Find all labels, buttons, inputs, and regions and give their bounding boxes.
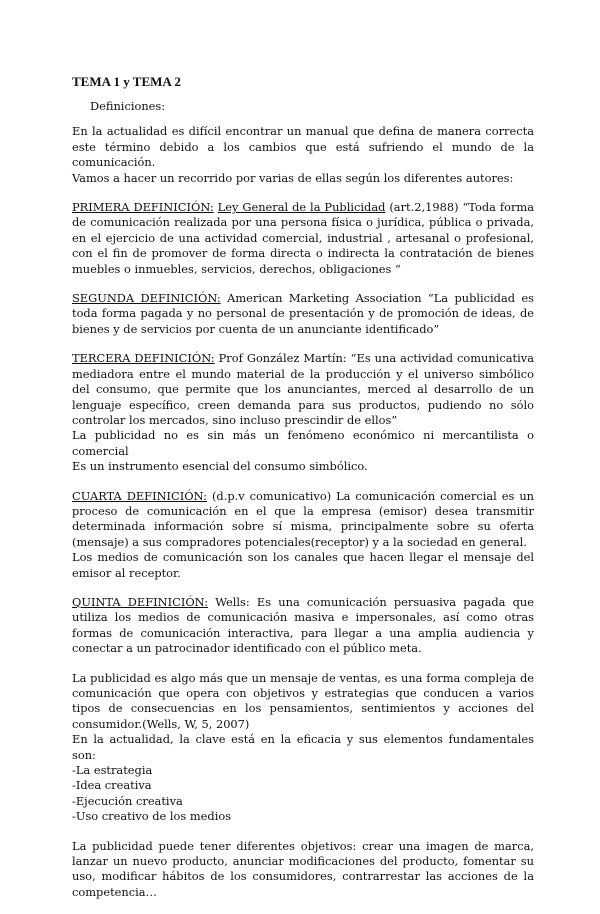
document-body xyxy=(72,74,534,914)
definition-2 xyxy=(72,291,534,337)
definition-3 xyxy=(72,351,534,474)
definition-5-label: QUINTA DEFINICIÓN: xyxy=(72,594,209,609)
definition-1-text: (art.2,1988) “Toda forma de comunicación realizada por una persona física o jurídica, pública o privada, en el ejercicio de una actividad comercial, industrial , artesanal o profesional, con el fin de promover de forma directa o indirecta la contratación de bienes muebles o inmuebles, servicios, derechos, obligaciones “ xyxy=(72,200,534,276)
definition-2-text: American Marketing Association “La publicidad es toda forma pagada y no personal de presentación y de promoción de ideas, de bienes y de servicios por cuenta de un anunciante identificado” xyxy=(72,291,534,336)
definition-1-label: PRIMERA DEFINICIÓN: xyxy=(72,200,214,215)
definition-1-source: Ley General de la Publicidad xyxy=(217,200,386,215)
definition-3-line-2: La publicidad no es sin más un fenómeno económico ni mercantilista o comercial xyxy=(72,428,534,458)
definition-3-line-3: Es un instrumento esencial del consumo simbólico. xyxy=(72,459,368,474)
publicidad-paragraph: La publicidad es algo más que un mensaje de ventas, es una forma compleja de comunicación que opera con objetivos y estrategias que conducen a varios tipos de consecuencias en los pensamientos, sentimientos y acciones del consumidor.(Wells, W, 5, 2007) xyxy=(72,670,534,731)
definition-4-label: CUARTA DEFINICIÓN: xyxy=(72,488,208,503)
document-title: TEMA 1 y TEMA 2 xyxy=(72,74,181,89)
definition-4 xyxy=(72,489,534,581)
list-item: -Ejecución creativa xyxy=(72,793,183,808)
list-item: -Uso creativo de los medios xyxy=(72,809,232,824)
list-item: -Idea creativa xyxy=(72,778,152,793)
intro-paragraph: En la actualidad es difícil encontrar un manual que defina de manera correcta este término debido a los cambios que está sufriendo el mundo de la comunicación. xyxy=(72,124,534,170)
definition-5-text: Wells: Es una comunicación persuasiva pagada que utiliza los medios de comunicación masiva e impersonales, así como otras formas de comunicación interactiva, para llegar a una amplia audiencia y conectar a un patrocinador identificado con el público meta. xyxy=(72,594,534,656)
intro-block xyxy=(72,124,534,186)
definition-2-label: SEGUNDA DEFINICIÓN: xyxy=(72,291,221,306)
definition-3-text: Prof González Martín: “Es una actividad comunicativa mediadora entre el mundo material de la producción y el universo simbólico del consumo, que permite que los anunciantes, merced al desarrollo de un lenguaje específico, creen demanda para sus productos, pudiendo no sólo controlar los mercados, sino incluso prescindir de ellos” xyxy=(72,351,534,427)
section-subtitle: Definiciones: xyxy=(90,99,166,113)
definition-5 xyxy=(72,595,534,657)
definition-4-text-2: Los medios de comunicación son los canales que hacen llegar el mensaje del emisor al receptor. xyxy=(72,550,534,580)
intro-paragraph-2: Vamos a hacer un recorrido por varias de ellas según los diferentes autores: xyxy=(72,170,514,185)
definition-4-text: (d.p.v comunicativo) La comunicación comercial es un proceso de comunicación en el que la empresa (emisor) desea transmitir determinada información sobre sí misma, principalmente sobre su oferta (mensaje) a sus compradores potenciales(receptor) y a la sociedad en general. xyxy=(72,488,534,549)
publicidad-line-2: En la actualidad, la clave está en la eficacia y sus elementos fundamentales son: xyxy=(72,732,534,762)
list-item: -La estrategia xyxy=(72,763,153,778)
definition-3-label: TERCERA DEFINICIÓN: xyxy=(72,351,215,366)
publicidad-block xyxy=(72,671,534,825)
definition-1 xyxy=(72,200,534,277)
objetivos-paragraph: La publicidad puede tener diferentes objetivos: crear una imagen de marca, lanzar un nuevo producto, anunciar modificaciones del producto, fomentar su uso, modificar hábitos de los consumidores, contrarrestar las acciones de la competencia… xyxy=(72,838,534,899)
